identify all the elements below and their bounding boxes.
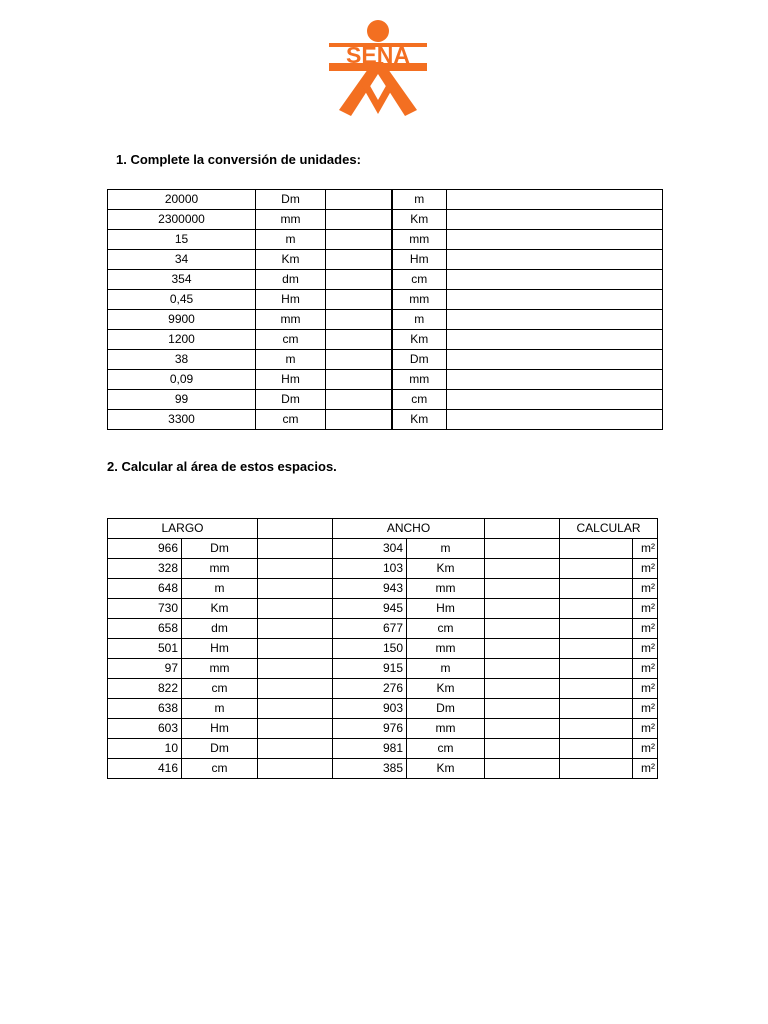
section1-title: 1. Complete la conversión de unidades: [116,152,361,167]
ancho-blank-cell [485,559,560,579]
largo-unit: Dm [182,539,258,559]
largo-value: 10 [108,739,182,759]
area-answer-cell[interactable] [560,539,633,559]
largo-unit: cm [182,679,258,699]
conversion-blank-cell [447,210,663,230]
section2-title: 2. Calcular al área de estos espacios. [107,459,337,474]
conversion-from-unit: Km [256,250,326,270]
area-answer-cell[interactable] [560,679,633,699]
header-largo: LARGO [108,519,258,539]
logo-inner-v-shape [361,84,395,114]
conversion-answer-cell[interactable] [326,190,392,210]
area-result-unit: m² [633,619,658,639]
area-answer-cell[interactable] [560,599,633,619]
conversion-blank-cell [447,230,663,250]
largo-value: 603 [108,719,182,739]
area-row [108,639,658,659]
conversion-value: 0,45 [108,290,256,310]
conversion-from-unit: cm [256,330,326,350]
conversion-to-unit: mm [392,290,447,310]
area-row [108,699,658,719]
ancho-unit: mm [407,579,485,599]
logo-text: SENA [346,42,410,68]
conversion-to-unit: mm [392,370,447,390]
area-result-unit: m² [633,659,658,679]
conversion-answer-cell[interactable] [326,270,392,290]
largo-blank-cell [258,659,333,679]
area-answer-cell[interactable] [560,559,633,579]
largo-blank-cell [258,739,333,759]
ancho-value: 150 [333,639,407,659]
conversion-to-unit: Km [392,210,447,230]
largo-blank-cell [258,719,333,739]
ancho-value: 903 [333,699,407,719]
conversion-from-unit: m [256,230,326,250]
conversion-answer-cell[interactable] [326,350,392,370]
ancho-blank-cell [485,759,560,779]
conversion-row [108,250,663,270]
ancho-value: 677 [333,619,407,639]
largo-value: 822 [108,679,182,699]
largo-blank-cell [258,559,333,579]
ancho-blank-cell [485,739,560,759]
area-answer-cell[interactable] [560,699,633,719]
ancho-unit: Dm [407,699,485,719]
conversion-table [107,189,663,430]
sena-logo [325,16,431,122]
conversion-value: 1200 [108,330,256,350]
conversion-blank-cell [447,350,663,370]
conversion-answer-cell[interactable] [326,370,392,390]
conversion-from-unit: mm [256,310,326,330]
conversion-answer-cell[interactable] [326,210,392,230]
largo-value: 416 [108,759,182,779]
conversion-value: 9900 [108,310,256,330]
largo-unit: Dm [182,739,258,759]
ancho-unit: Hm [407,599,485,619]
largo-value: 658 [108,619,182,639]
conversion-from-unit: mm [256,210,326,230]
ancho-unit: mm [407,719,485,739]
conversion-row [108,230,663,250]
header-ancho: ANCHO [333,519,485,539]
conversion-blank-cell [447,410,663,430]
largo-blank-cell [258,579,333,599]
conversion-to-unit: Km [392,410,447,430]
conversion-row [108,370,663,390]
area-row [108,679,658,699]
conversion-row [108,310,663,330]
conversion-value: 99 [108,390,256,410]
conversion-row [108,290,663,310]
ancho-value: 304 [333,539,407,559]
largo-value: 638 [108,699,182,719]
area-row [108,539,658,559]
ancho-blank-cell [485,579,560,599]
area-row [108,559,658,579]
conversion-answer-cell[interactable] [326,410,392,430]
area-answer-cell[interactable] [560,759,633,779]
area-result-unit: m² [633,639,658,659]
largo-value: 648 [108,579,182,599]
largo-unit: m [182,699,258,719]
area-answer-cell[interactable] [560,639,633,659]
largo-value: 966 [108,539,182,559]
area-result-unit: m² [633,679,658,699]
ancho-blank-cell [485,539,560,559]
ancho-unit: m [407,659,485,679]
largo-blank-cell [258,759,333,779]
area-row [108,759,658,779]
area-answer-cell[interactable] [560,739,633,759]
largo-blank-cell [258,639,333,659]
conversion-blank-cell [447,310,663,330]
conversion-answer-cell[interactable] [326,330,392,350]
largo-value: 730 [108,599,182,619]
area-result-unit: m² [633,719,658,739]
ancho-blank-cell [485,699,560,719]
area-result-unit: m² [633,539,658,559]
header-largo-blank [258,519,333,539]
conversion-value: 38 [108,350,256,370]
conversion-value: 3300 [108,410,256,430]
conversion-from-unit: dm [256,270,326,290]
ancho-unit: cm [407,739,485,759]
conversion-row [108,330,663,350]
largo-value: 501 [108,639,182,659]
conversion-blank-cell [447,250,663,270]
area-row [108,579,658,599]
area-row [108,719,658,739]
conversion-row [108,190,663,210]
conversion-from-unit: m [256,350,326,370]
ancho-value: 943 [333,579,407,599]
area-answer-cell[interactable] [560,619,633,639]
conversion-to-unit: Km [392,330,447,350]
ancho-unit: mm [407,639,485,659]
area-row [108,619,658,639]
area-result-unit: m² [633,739,658,759]
header-calcular: CALCULAR [560,519,658,539]
area-answer-cell[interactable] [560,719,633,739]
area-result-unit: m² [633,559,658,579]
largo-value: 328 [108,559,182,579]
largo-unit: Hm [182,719,258,739]
conversion-value: 354 [108,270,256,290]
ancho-value: 915 [333,659,407,679]
largo-unit: dm [182,619,258,639]
conversion-row [108,390,663,410]
conversion-to-unit: Dm [392,350,447,370]
conversion-answer-cell[interactable] [326,290,392,310]
ancho-value: 385 [333,759,407,779]
conversion-answer-cell[interactable] [326,310,392,330]
conversion-blank-cell [447,330,663,350]
ancho-value: 945 [333,599,407,619]
largo-unit: cm [182,759,258,779]
largo-blank-cell [258,679,333,699]
ancho-blank-cell [485,659,560,679]
conversion-from-unit: cm [256,410,326,430]
ancho-value: 981 [333,739,407,759]
conversion-to-unit: m [392,310,447,330]
conversion-blank-cell [447,370,663,390]
largo-blank-cell [258,619,333,639]
conversion-blank-cell [447,390,663,410]
largo-unit: Km [182,599,258,619]
area-answer-cell[interactable] [560,579,633,599]
conversion-to-unit: m [392,190,447,210]
ancho-value: 976 [333,719,407,739]
ancho-unit: cm [407,619,485,639]
conversion-blank-cell [447,190,663,210]
conversion-answer-cell[interactable] [326,230,392,250]
conversion-from-unit: Dm [256,390,326,410]
area-result-unit: m² [633,579,658,599]
logo-head-shape [367,20,389,42]
conversion-value: 20000 [108,190,256,210]
largo-unit: m [182,579,258,599]
ancho-unit: Km [407,679,485,699]
conversion-to-unit: cm [392,390,447,410]
largo-blank-cell [258,599,333,619]
area-result-unit: m² [633,699,658,719]
area-row [108,659,658,679]
conversion-from-unit: Dm [256,190,326,210]
area-table [107,518,658,779]
ancho-unit: Km [407,759,485,779]
largo-blank-cell [258,699,333,719]
conversion-from-unit: Hm [256,370,326,390]
ancho-blank-cell [485,639,560,659]
conversion-row [108,350,663,370]
conversion-answer-cell[interactable] [326,250,392,270]
conversion-row [108,410,663,430]
conversion-blank-cell [447,290,663,310]
conversion-value: 0,09 [108,370,256,390]
largo-blank-cell [258,539,333,559]
area-answer-cell[interactable] [560,659,633,679]
conversion-to-unit: Hm [392,250,447,270]
conversion-blank-cell [447,270,663,290]
ancho-unit: Km [407,559,485,579]
area-table-header-row [108,519,658,539]
area-result-unit: m² [633,759,658,779]
conversion-row [108,270,663,290]
conversion-row [108,210,663,230]
header-ancho-blank [485,519,560,539]
conversion-to-unit: cm [392,270,447,290]
largo-unit: mm [182,659,258,679]
area-result-unit: m² [633,599,658,619]
ancho-value: 276 [333,679,407,699]
conversion-value: 15 [108,230,256,250]
area-row [108,599,658,619]
area-row [108,739,658,759]
conversion-to-unit: mm [392,230,447,250]
largo-value: 97 [108,659,182,679]
ancho-blank-cell [485,599,560,619]
largo-unit: Hm [182,639,258,659]
conversion-value: 2300000 [108,210,256,230]
conversion-value: 34 [108,250,256,270]
ancho-blank-cell [485,679,560,699]
conversion-answer-cell[interactable] [326,390,392,410]
ancho-unit: m [407,539,485,559]
conversion-from-unit: Hm [256,290,326,310]
largo-unit: mm [182,559,258,579]
ancho-blank-cell [485,619,560,639]
ancho-value: 103 [333,559,407,579]
ancho-blank-cell [485,719,560,739]
